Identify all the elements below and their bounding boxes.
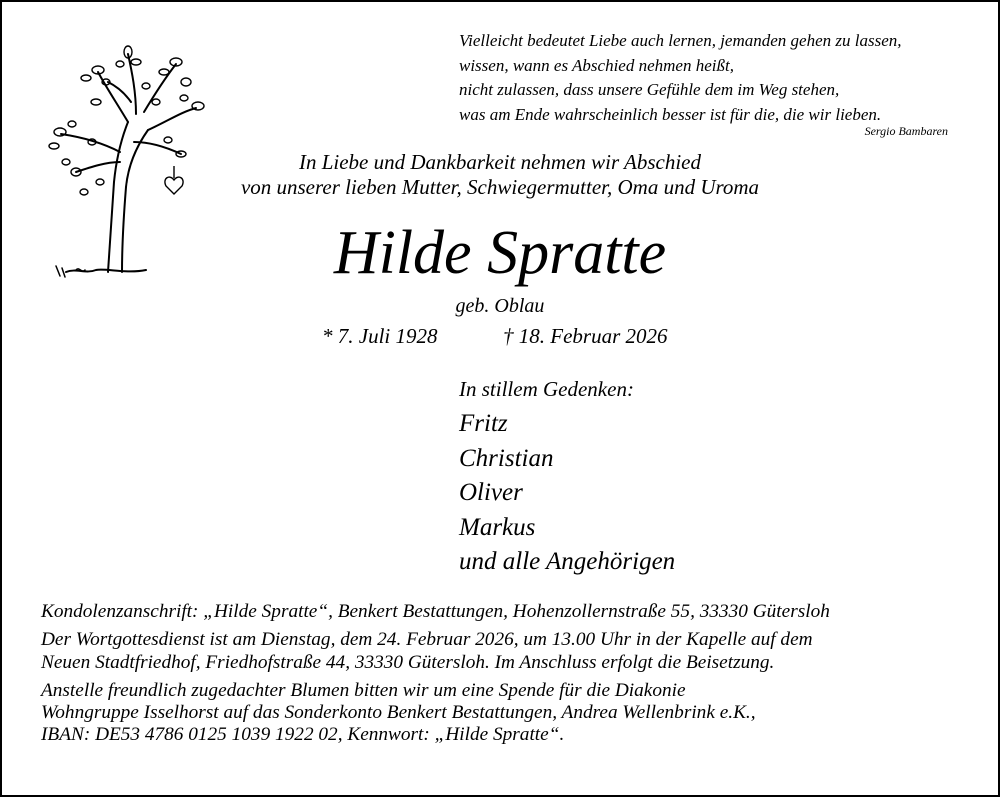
service-line: Neuen Stadtfriedhof, Friedhofstraße 44, 33330 Gütersloh. Im Anschluss erfolgt die Beisetzung. <box>41 651 775 673</box>
intro-line: In Liebe und Dankbarkeit nehmen wir Abschied <box>298 150 702 174</box>
donation-line: IBAN: DE53 4786 0125 1039 1922 02, Kennwort: „Hilde Spratte“. <box>41 724 565 746</box>
quote-block <box>459 29 902 127</box>
deceased-name: Hilde Spratte <box>333 219 667 287</box>
quote-line: was am Ende wahrscheinlich besser ist für die, die wir lieben. <box>459 104 882 124</box>
footer-info <box>41 601 830 753</box>
mourner-name: Fritz <box>459 410 508 437</box>
service-info <box>41 629 830 674</box>
donation-line: Anstelle freundlich zugedachter Blumen bitten wir um eine Spende für die Diakonie <box>41 679 686 701</box>
quote-author: Sergio Bambaren <box>864 124 948 138</box>
quote-line: wissen, wann es Abschied nehmen heißt, <box>459 55 734 75</box>
quote-line: Vielleicht bedeutet Liebe auch lernen, jemanden gehen zu lassen, <box>459 31 902 50</box>
birth-date: * 7. Juli 1928 <box>322 324 438 348</box>
memory-title: In stillem Gedenken: <box>459 377 634 401</box>
quote-line: nicht zulassen, dass unsere Gefühle dem im Weg stehen, <box>459 80 840 99</box>
intro-line: von unserer lieben Mutter, Schwiegermutter, Oma und Uroma <box>240 175 760 199</box>
mourners-list <box>459 407 675 580</box>
service-line: Der Wortgottesdienst ist am Dienstag, dem 24. Februar 2026, um 13.00 Uhr in der Kapelle auf dem <box>41 629 813 651</box>
donation-info <box>41 680 830 747</box>
mourner-name: Christian <box>459 444 554 472</box>
mourner-name: Oliver <box>459 479 523 506</box>
mourner-name: und alle Angehörigen <box>459 548 676 575</box>
born-name: geb. Oblau <box>455 295 545 317</box>
death-date: † 18. Februar 2026 <box>503 324 668 348</box>
donation-line: Wohngruppe Isselhorst auf das Sonderkonto Benkert Bestattungen, Andrea Wellenbrink e.K., <box>41 702 756 724</box>
intro-text <box>120 150 880 200</box>
condolence-address: Kondolenzanschrift: „Hilde Spratte“, Benkert Bestattungen, Hohenzollernstraße 55, 33330 Gütersloh <box>41 601 830 622</box>
mourner-name: Markus <box>459 513 536 541</box>
